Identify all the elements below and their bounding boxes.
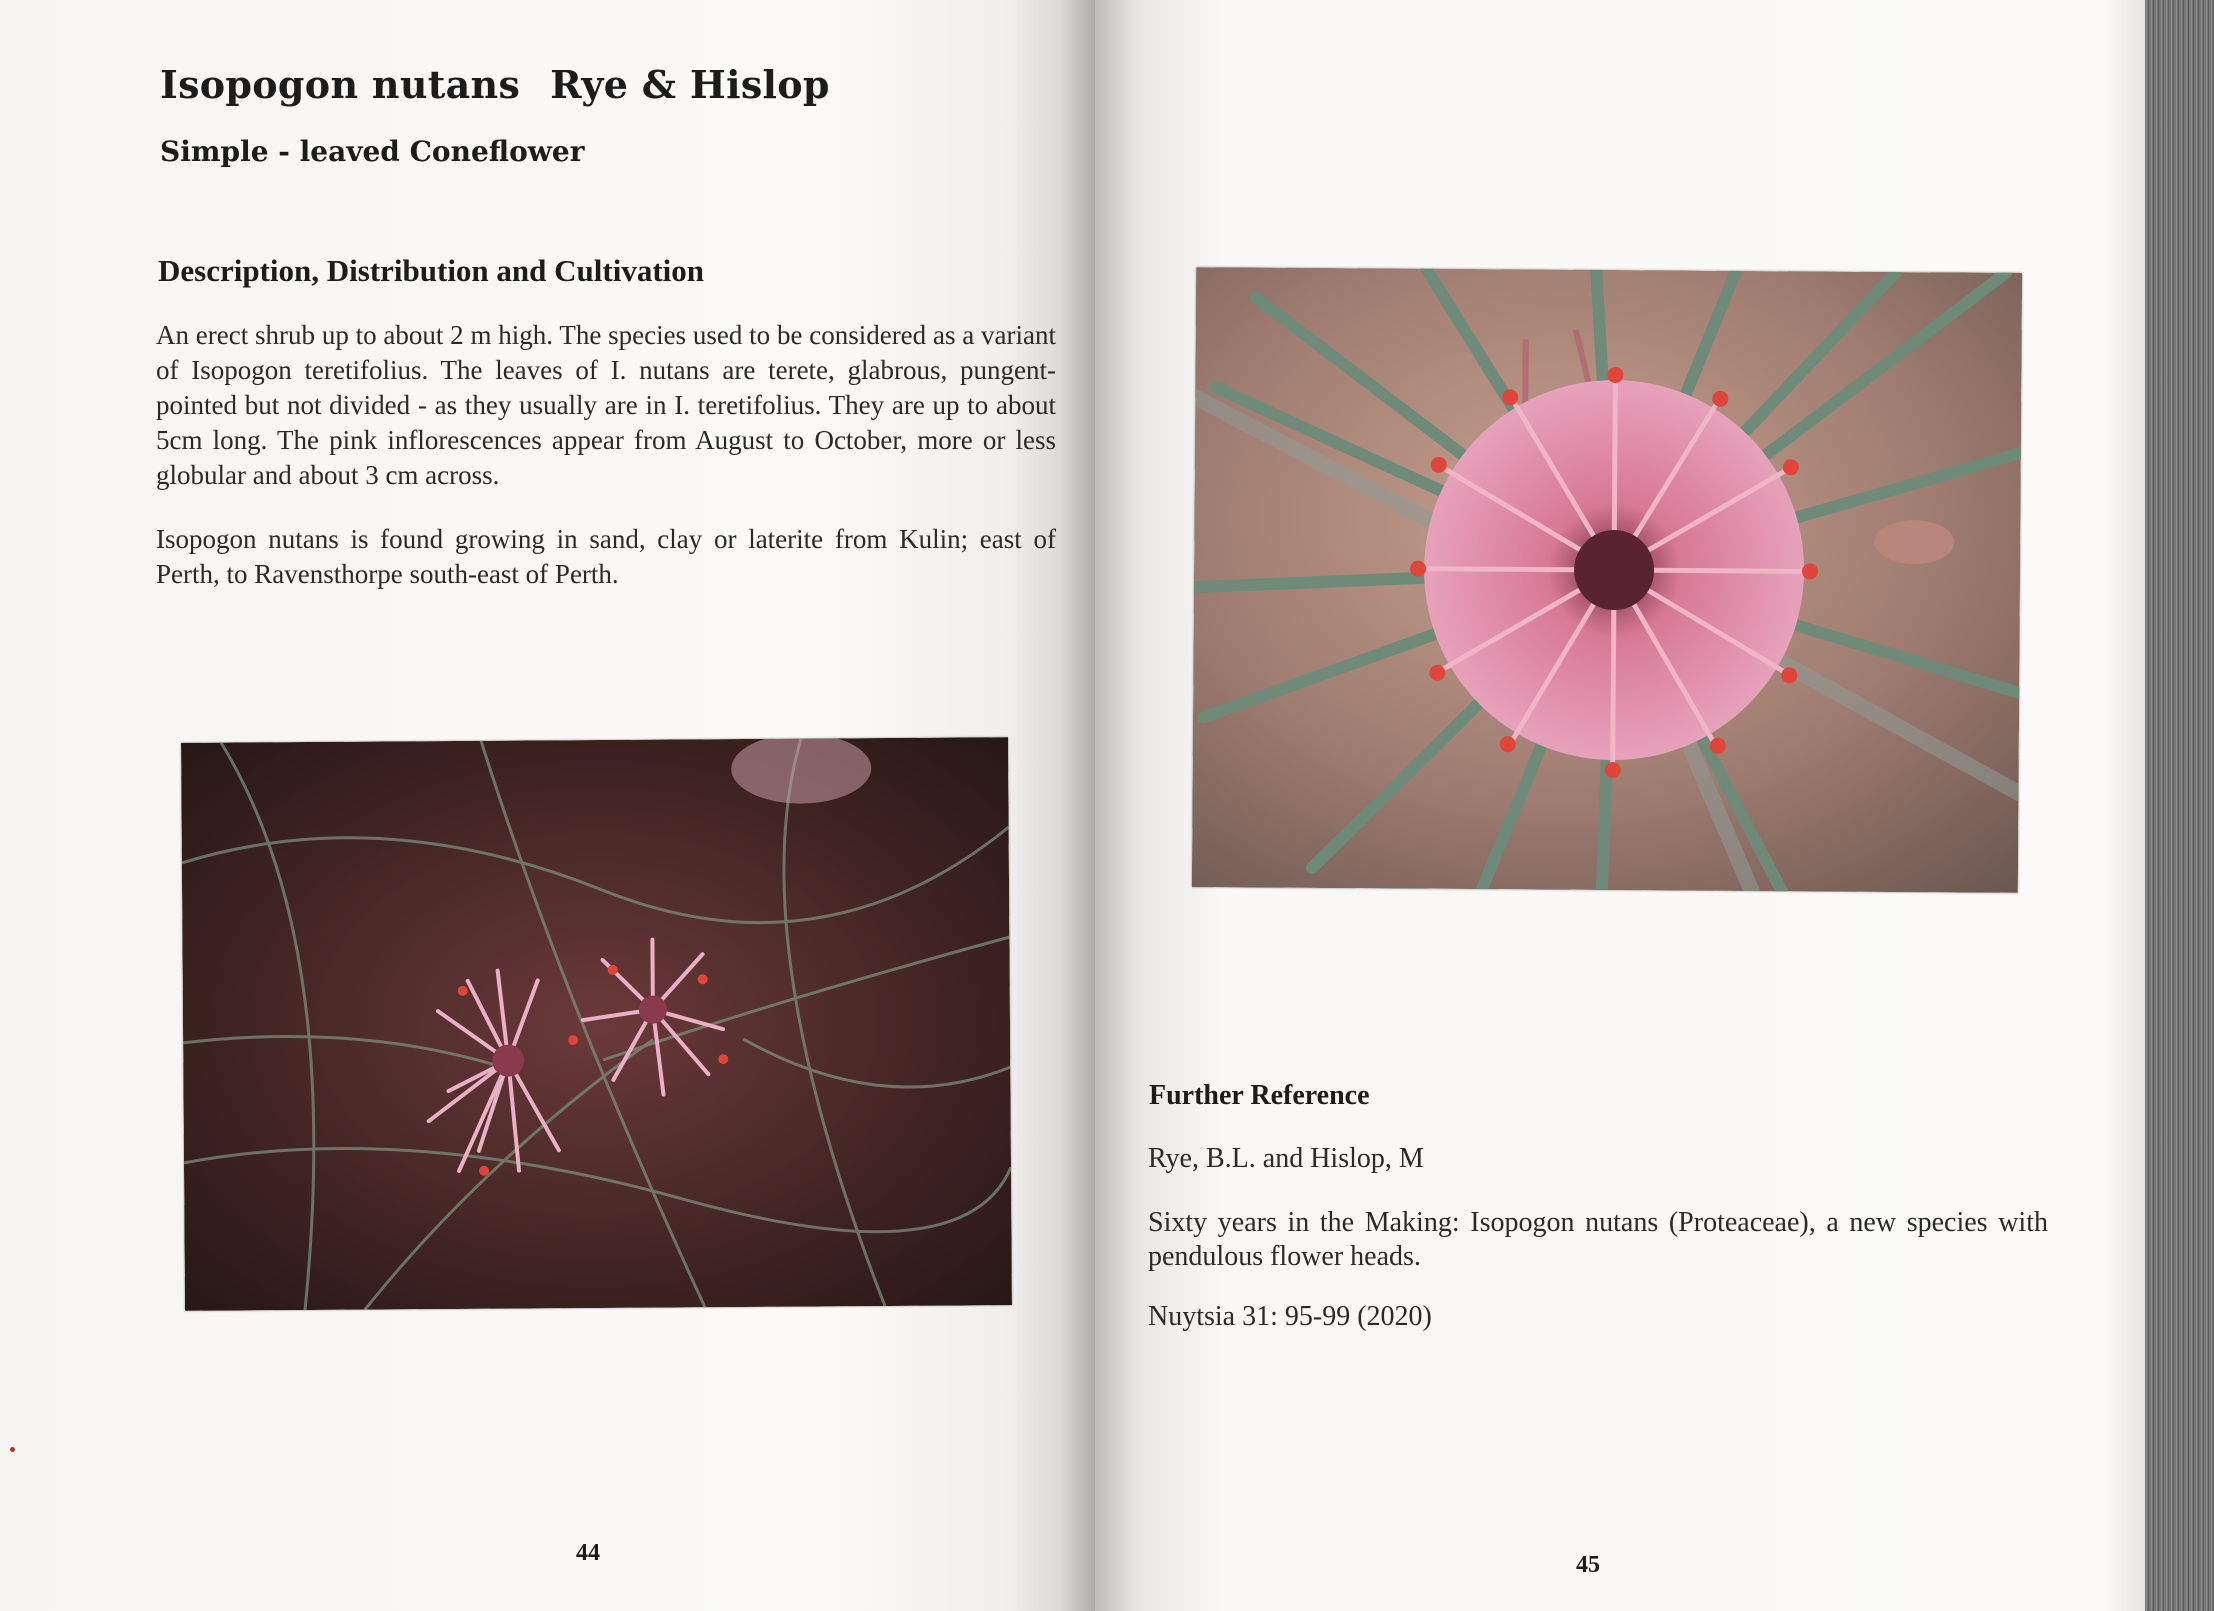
species-name: Isopogon nutans xyxy=(160,62,521,107)
flower-photo-pendulous xyxy=(181,737,1012,1311)
pendulous-flowers-image xyxy=(181,737,1012,1311)
paper-speck xyxy=(10,1447,15,1452)
page-number-right: 45 xyxy=(1576,1552,1600,1578)
further-reference-heading: Further Reference xyxy=(1149,1080,1370,1111)
flower-closeup-image xyxy=(1192,267,2022,893)
reference-title: Sixty years in the Making: Isopogon nutans (Proteaceae), a new species with pendulous flower heads. xyxy=(1148,1207,2048,1272)
section-heading: Description, Distribution and Cultivation xyxy=(158,253,705,288)
reference-authors: Rye, B.L. and Hislop, M xyxy=(1148,1143,1424,1174)
reference-journal: Nuytsia 31: 95-99 (2020) xyxy=(1148,1301,1432,1332)
distribution-paragraph: Isopogon nutans is found growing in sand, clay or laterite from Kulin; east of Perth, to Ravensthorpe south-east of Perth. xyxy=(156,524,1056,589)
flower-photo-closeup xyxy=(1192,267,2022,893)
species-title xyxy=(160,62,830,107)
common-name: Simple - leaved Coneflower xyxy=(160,135,585,168)
page-number-left: 44 xyxy=(576,1540,600,1566)
species-authors: Rye & Hislop xyxy=(550,62,830,107)
description-paragraph: An erect shrub up to about 2 m high. The species used to be considered as a variant of Isopogon teretifolius. The leaves of I. nutans are terete, glabrous, pungent-pointed but not divided - as they usually are in I. teretifolius. They are up to about 5cm long. The pink inflorescences appear from August to October, more or less globular and about 3 cm across. xyxy=(156,320,1056,490)
page-edges xyxy=(2145,0,2214,1611)
